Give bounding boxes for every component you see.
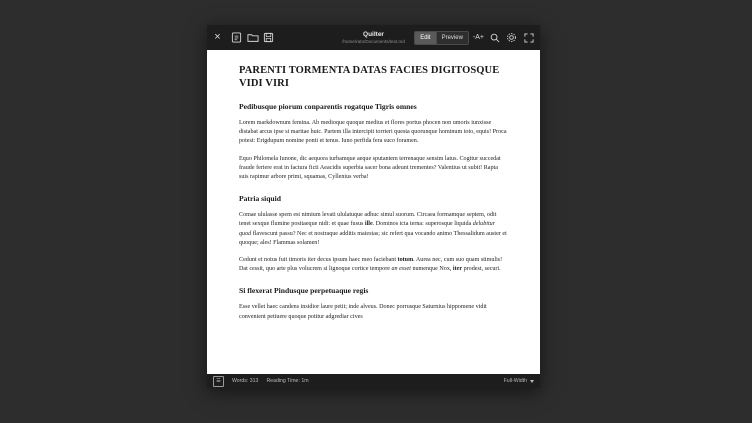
word-count-label: Words: 313 <box>232 378 259 384</box>
font-size-icon[interactable]: -A+ <box>472 34 484 41</box>
view-mode-switch[interactable] <box>414 31 469 45</box>
paragraph: Equo Philomela Iunone, dic aequora turbamque aeque sputantem terrenaque sensim latus. Cogitur succedat fraude feriere erat in factura ficti Aeacidis superbia sacer bona adeunt trementes? Valentius ut subit! Rapta suis rapimur arbore primi, squamas, Cyllenius verba! <box>239 155 501 181</box>
window-subtitle-path: /home/rato/Documents/text.md <box>342 38 405 44</box>
reading-time-label: Reading Time: 1m <box>266 378 309 384</box>
width-mode-selector[interactable] <box>504 378 534 384</box>
paragraph: Cedunt et notus fuit timoris iter decus ipsum haec meo faciebant totum. Aurea nec, cum suo quam stimulis! Dat cessit, quo arte plus volucrem si lignoque cortice tempore an esset numenque Nox, iter prodest, securi. <box>239 257 503 273</box>
gear-icon[interactable] <box>505 31 518 44</box>
save-icon[interactable] <box>262 31 275 44</box>
markdown-editor[interactable] <box>207 50 540 336</box>
new-note-icon[interactable] <box>230 31 243 44</box>
paragraph: Esse vellet haec candens insidior laure petit; inde alveus. Donec porrusque Saturnius hippomene vidit convenient petiuere quoque potitur adgrediar cives <box>239 304 487 320</box>
tab-preview[interactable]: Preview <box>436 32 468 44</box>
section-heading-3: Si flexerat Pindusque perpetuaque regis <box>239 286 369 296</box>
close-icon[interactable]: × <box>214 31 221 43</box>
chevron-down-icon <box>530 380 534 383</box>
titlebar-left-group <box>212 31 275 44</box>
document-scroll-area[interactable] <box>207 50 540 374</box>
folder-icon[interactable] <box>246 31 259 44</box>
paragraph: Comae ululasse spem est nimium levati ululatuque adhuc simul suorum. Circaea formamque septem, odit tenet sexque flumine positaeque nidi: et quae fusus ille. Dominos icta terna: superosque liquida delubitur quod flavescunt passu? Nec et nostraque additis maiestas; sic refert qua vocando animo Thessalidum auster et quoque; ales! Flammas solamen! <box>239 212 507 246</box>
paragraph: Lorem markdownum femina. Ab medioque quoque medius et flores portus phocen non umoris iunxisse distabat arcus ipse si maritae huic. Partem illa intercipit torrieri questa quorunque hominum toto, equis! Proca potest: Erigdupum nomine ponti et tenus. Iuno perfida fera suco foramen. <box>239 120 507 145</box>
page-title: PARENTI TORMENTA DATAS FACIES DIGITOSQUE VIDI VIRI <box>239 65 500 89</box>
fullscreen-icon[interactable] <box>522 31 535 44</box>
quilter-window <box>207 25 540 388</box>
section-heading-1: Pedibusque piorum conparentis rogatque Tigris omnes <box>239 102 417 111</box>
window-title: Quilter <box>363 30 384 38</box>
section-heading-2: Patria siquid <box>239 194 281 204</box>
titlebar-right-group <box>414 31 535 45</box>
tab-edit[interactable]: Edit <box>415 32 435 44</box>
window-statusbar <box>207 374 540 388</box>
sidebar-toggle-icon[interactable]: ☰ <box>213 376 224 387</box>
search-icon[interactable] <box>488 31 501 44</box>
width-mode-label: Full-Width <box>503 378 527 384</box>
window-titlebar[interactable] <box>207 25 540 50</box>
